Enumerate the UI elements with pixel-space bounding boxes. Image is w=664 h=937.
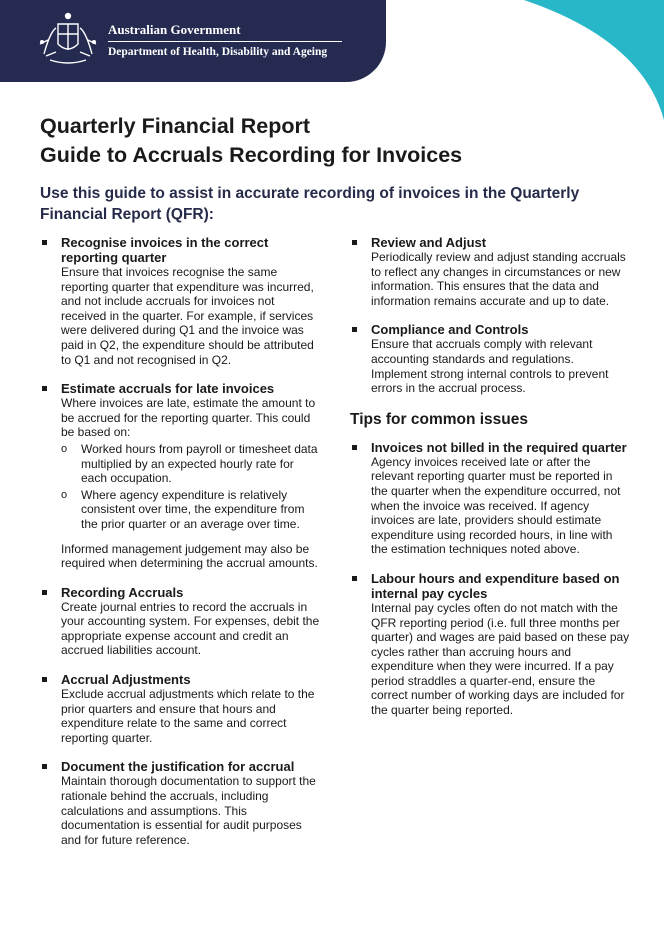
bullet-marker — [42, 240, 47, 245]
sub-item-text: Worked hours from payroll or timesheet data multiplied by an expected hourly rate for each occupation. — [81, 441, 318, 486]
teal-swoosh-decoration — [524, 0, 664, 120]
item-heading: Recognise invoices in the correct reporting quarter — [61, 235, 269, 265]
sub-list — [61, 442, 322, 532]
bullet-marker — [42, 386, 47, 391]
department-name: Department of Health, Disability and Ageing — [108, 46, 328, 58]
bullet-marker — [352, 445, 357, 450]
item-heading: Labour hours and expenditure based on internal pay cycles — [371, 570, 620, 601]
bullet-marker — [352, 327, 357, 332]
list-item — [40, 381, 322, 571]
item-note: Informed management judgement may also be required when determining the accrual amounts. — [61, 541, 318, 571]
intro-text: Use this guide to assist in accurate recording of invoices in the Quarterly Financial Report (QFR): — [40, 185, 580, 223]
item-heading: Recording Accruals — [61, 584, 184, 600]
document-title — [40, 112, 462, 170]
item-heading: Invoices not billed in the required quarter — [371, 439, 627, 455]
bullet-marker — [42, 590, 47, 595]
tips-heading: Tips for common issues — [350, 410, 529, 428]
item-heading: Compliance and Controls — [371, 322, 529, 338]
bullet-marker — [42, 764, 47, 769]
list-item — [40, 235, 322, 367]
list-item — [350, 235, 632, 308]
list-item — [350, 571, 632, 718]
right-column — [350, 235, 632, 732]
item-heading: Document the justification for accrual — [61, 759, 295, 775]
title-line-2: Guide to Accruals Recording for Invoices — [40, 143, 463, 167]
sub-list-item — [61, 442, 322, 486]
list-item — [40, 672, 322, 745]
list-item — [40, 585, 322, 658]
bullet-marker — [352, 576, 357, 581]
left-column — [40, 235, 322, 861]
list-item — [350, 440, 632, 557]
list-item — [40, 759, 322, 847]
bullet-marker — [42, 677, 47, 682]
list-item — [350, 322, 632, 395]
item-body: Where invoices are late, estimate the amount to be accrued for the reporting quarter. This could be based on: — [61, 396, 316, 440]
circle-bullet-icon: o — [61, 442, 68, 455]
header-divider — [108, 41, 342, 42]
item-heading: Review and Adjust — [371, 235, 487, 250]
government-banner — [0, 0, 386, 82]
item-body: Maintain thorough documentation to support the rationale behind the accruals, including calculations and assumptions. This documentation is essential for audit purposes and for future reference. — [61, 774, 316, 847]
sub-list-item — [61, 488, 322, 532]
item-body: Agency invoices received late or after the relevant reporting quarter must be reported in the quarter when the expenditure occurred, not when the invoice was received. If agency invoices are late, providers should estimate expenditure using recorded hours, in line with the estimation techniques noted above. — [371, 454, 621, 557]
item-body: Periodically review and adjust standing accruals to reflect any changes in circumstances or new information. This ensures that the data and information remains accurate and up to date. — [371, 250, 626, 308]
item-body: Create journal entries to record the accruals in your accounting system. For expenses, debit the appropriate expense account and credit an accrued liabilities account. — [61, 599, 320, 658]
item-heading: Accrual Adjustments — [61, 672, 191, 688]
government-name: Australian Government — [108, 22, 241, 37]
sub-item-text: Where agency expenditure is relatively consistent over time, the expenditure from the prior quarter or an average over time. — [81, 487, 305, 531]
coat-of-arms-icon — [36, 10, 100, 68]
title-line-1: Quarterly Financial Report — [40, 114, 311, 138]
bullet-marker — [352, 240, 357, 245]
circle-bullet-icon: o — [61, 488, 68, 501]
item-heading: Estimate accruals for late invoices — [61, 381, 275, 397]
item-body: Internal pay cycles often do not match with the QFR reporting period (i.e. full three months per quarter) and wages are paid based on these pay cycles rather than accruing hours and expenditure when they were incurred. If a pay period straddles a quarter-end, ensure the correct number of working days are included for the quarter being reported. — [371, 600, 630, 718]
item-body: Ensure that accruals comply with relevant accounting standards and regulations. Implement strong internal controls to prevent errors in the accrual process. — [371, 337, 609, 396]
item-body: Ensure that invoices recognise the same reporting quarter that expenditure was incurred, and not include accruals for invoices not received in the quarter. For example, if services were delivered during Q1 and the invoice was paid in Q2, the expenditure should be attributed to Q1 and not recognised in Q2. — [61, 265, 314, 367]
item-body: Exclude accrual adjustments which relate to the prior quarters and ensure that hours and expenditure relate to the same and correct reporting quarter. — [61, 687, 315, 745]
